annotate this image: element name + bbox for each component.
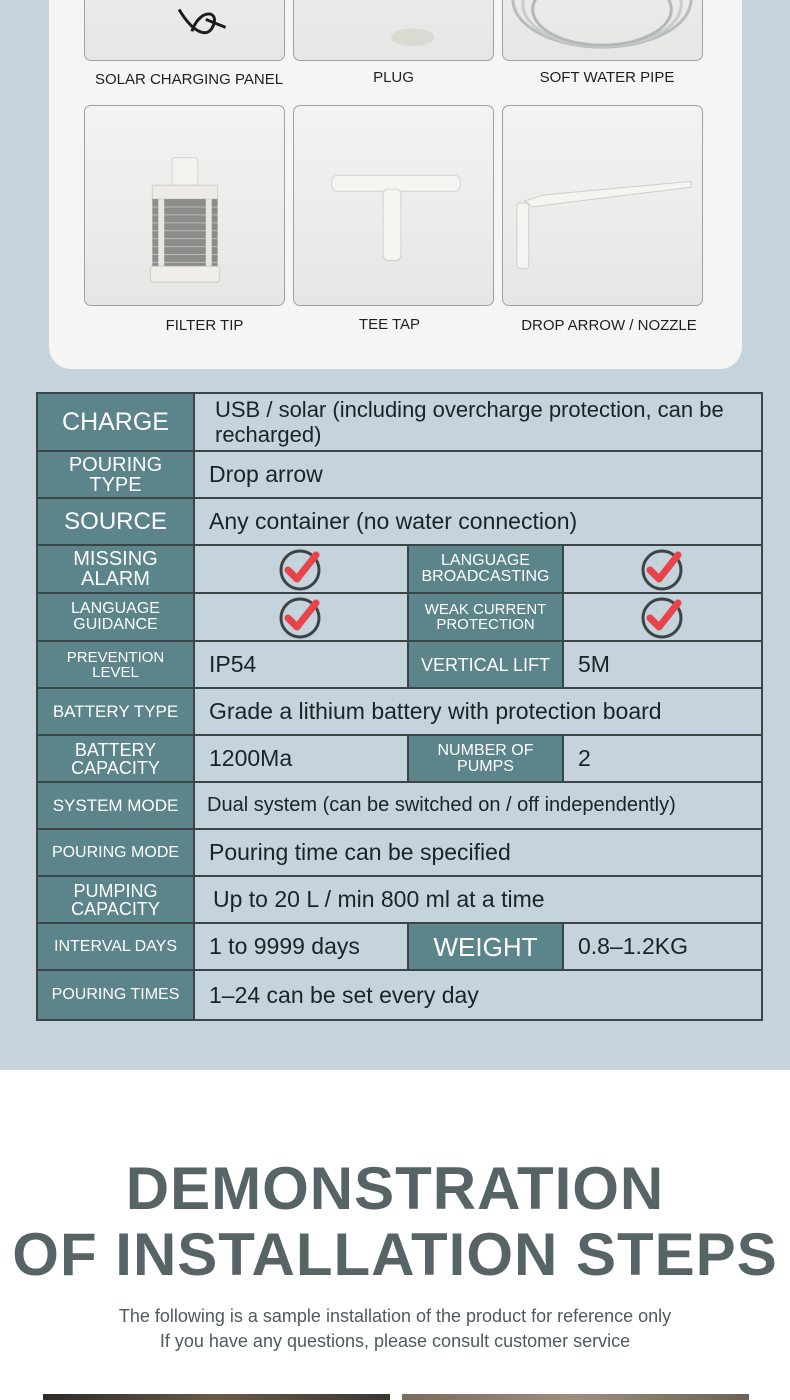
spec-header: SYSTEM MODE [37, 782, 194, 829]
accessories-card [49, 0, 742, 369]
plug-image [293, 0, 494, 61]
tee-tap-image [293, 105, 494, 306]
section-subtitle-line2: If you have any questions, please consult customer service [159, 1331, 631, 1351]
spec-header: MISSING ALARM [37, 545, 194, 593]
section-title-line1: DEMONSTRATION [125, 1155, 665, 1222]
table-row [37, 735, 762, 782]
weak-current-check [563, 593, 762, 641]
part-label-tee: TEE TAP [358, 316, 421, 333]
spec-header: PUMPING CAPACITY [37, 876, 194, 923]
spec-header: WEAK CURRENT PROTECTION [408, 593, 563, 641]
nozzle-image [502, 105, 703, 306]
table-row [37, 498, 762, 545]
table-row [37, 451, 762, 498]
part-label-solar: SOLAR CHARGING PANEL [94, 71, 284, 88]
spec-value: Up to 20 L / min 800 ml at a time [194, 876, 762, 923]
spec-header: POURING MODE [37, 829, 194, 876]
spec-header: INTERVAL DAYS [37, 923, 194, 970]
part-label-filter: FILTER TIP [165, 317, 244, 334]
spec-header: BATTERY TYPE [37, 688, 194, 735]
section-subtitle-line1: The following is a sample installation of the product for reference only [118, 1306, 672, 1326]
solar-panel-image [84, 0, 285, 61]
table-row [37, 593, 762, 641]
installation-photo-1 [43, 1394, 390, 1400]
spec-value: 1 to 9999 days [194, 923, 408, 970]
part-label-nozzle: DROP ARROW / NOZZLE [521, 317, 697, 334]
spec-value: 0.8–1.2KG [563, 923, 762, 970]
spec-value: 5M [563, 641, 762, 688]
spec-header: BATTERY CAPACITY [37, 735, 194, 782]
installation-photo-2 [402, 1394, 749, 1400]
spec-value: USB / solar (including overcharge protection, can be recharged) [194, 393, 762, 451]
spec-header: WEIGHT [408, 923, 563, 970]
spec-value: Drop arrow [194, 451, 762, 498]
spec-header: POURING TYPE [37, 451, 194, 498]
check-icon [278, 546, 324, 592]
table-row [37, 393, 762, 451]
spec-value: Pouring time can be specified [194, 829, 762, 876]
table-row [37, 876, 762, 923]
water-pipe-image [502, 0, 703, 61]
table-row [37, 923, 762, 970]
spec-table [36, 392, 763, 1021]
check-icon [278, 594, 324, 640]
language-guidance-check [194, 593, 408, 641]
missing-alarm-check [194, 545, 408, 593]
filter-tip-image [84, 105, 285, 306]
spec-value: Any container (no water connection) [194, 498, 762, 545]
spec-value: 1200Ma [194, 735, 408, 782]
table-row [37, 545, 762, 593]
table-row [37, 688, 762, 735]
spec-header: VERTICAL LIFT [408, 641, 563, 688]
spec-value: 1–24 can be set every day [194, 970, 762, 1020]
part-label-plug: PLUG [373, 69, 414, 86]
spec-value: Dual system (can be switched on / off independently) [194, 782, 762, 829]
table-row [37, 641, 762, 688]
spec-header: PREVENTION LEVEL [37, 641, 194, 688]
spec-header: NUMBER OF PUMPS [408, 735, 563, 782]
spec-value: IP54 [194, 641, 408, 688]
spec-header: POURING TIMES [37, 970, 194, 1020]
section-title-line2: OF INSTALLATION STEPS [12, 1221, 778, 1288]
spec-header: CHARGE [37, 393, 194, 451]
check-icon [640, 546, 686, 592]
table-row [37, 829, 762, 876]
spec-header: LANGUAGE GUIDANCE [37, 593, 194, 641]
table-row [37, 970, 762, 1020]
spec-value: 2 [563, 735, 762, 782]
language-broadcasting-check [563, 545, 762, 593]
check-icon [640, 594, 686, 640]
part-label-pipe: SOFT WATER PIPE [539, 69, 675, 86]
spec-header: SOURCE [37, 498, 194, 545]
spec-value: Grade a lithium battery with protection board [194, 688, 762, 735]
table-row [37, 782, 762, 829]
spec-header: LANGUAGE BROADCASTING [408, 545, 563, 593]
